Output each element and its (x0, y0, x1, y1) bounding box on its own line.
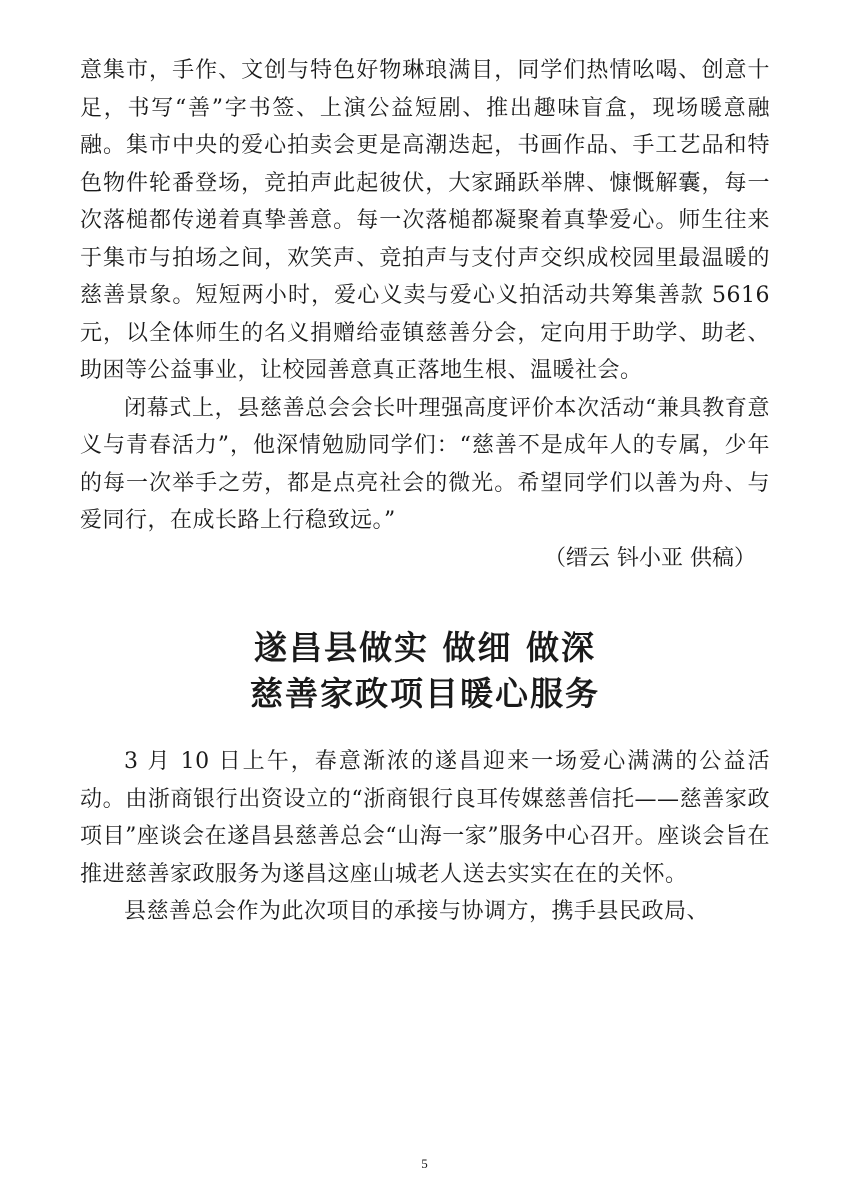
page-number: 5 (421, 1156, 428, 1171)
article2-paragraph-1: 3 月 10 日上午，春意渐浓的遂昌迎来一场爱心满满的公益活动。由浙商银行出资设立的“浙商银行良耳传媒慈善信托——慈善家政项目”座谈会在遂昌县慈善总会“山海一家”服务中心召开。座谈会旨在推进慈善家政服务为遂昌这座山城老人送去实实在在的关怀。 (80, 749, 770, 887)
article1-paragraph-2: 闭幕式上，县慈善总会会长叶理强高度评价本次活动“兼具教育意义与青春活力”，他深情勉励同学们：“慈善不是成年人的专属，少年的每一次举手之劳，都是点亮社会的微光。希望同学们以善为舟、与爱同行，在成长路上行稳致远。” (80, 395, 770, 533)
article2-title-line-2: 慈善家政项目暖心服务 (250, 674, 600, 713)
article2-title (80, 625, 770, 717)
article1-credit: （缙云 钭小亚 供稿） (544, 545, 756, 571)
page-content (80, 52, 770, 931)
article1-paragraph-1: 意集市，手作、文创与特色好物琳琅满目，同学们热情吆喝、创意十足，书写“善”字书签、上演公益短剧、推出趣味盲盒，现场暖意融融。集市中央的爱心拍卖会更是高潮迭起，书画作品、手工艺品和特色物件轮番登场，竞拍声此起彼伏，大家踊跃举牌、慷慨解囊，每一次落槌都传递着真挚善意。每一次落槌都凝聚着真挚爱心。师生往来于集市与拍场之间，欢笑声、竞拍声与支付声交织成校园里最温暖的慈善景象。短短两小时，爱心义卖与爱心义拍活动共筹集善款 5616 元，以全体师生的名义捐赠给壶镇慈善分会，定向用于助学、助老、助困等公益事业，让校园善意真正落地生根、温暖社会。 (80, 58, 770, 383)
article2-paragraph-2: 县慈善总会作为此次项目的承接与协调方，携手县民政局、 (124, 899, 710, 924)
article2-title-line-1: 遂昌县做实 做细 做深 (254, 628, 596, 667)
